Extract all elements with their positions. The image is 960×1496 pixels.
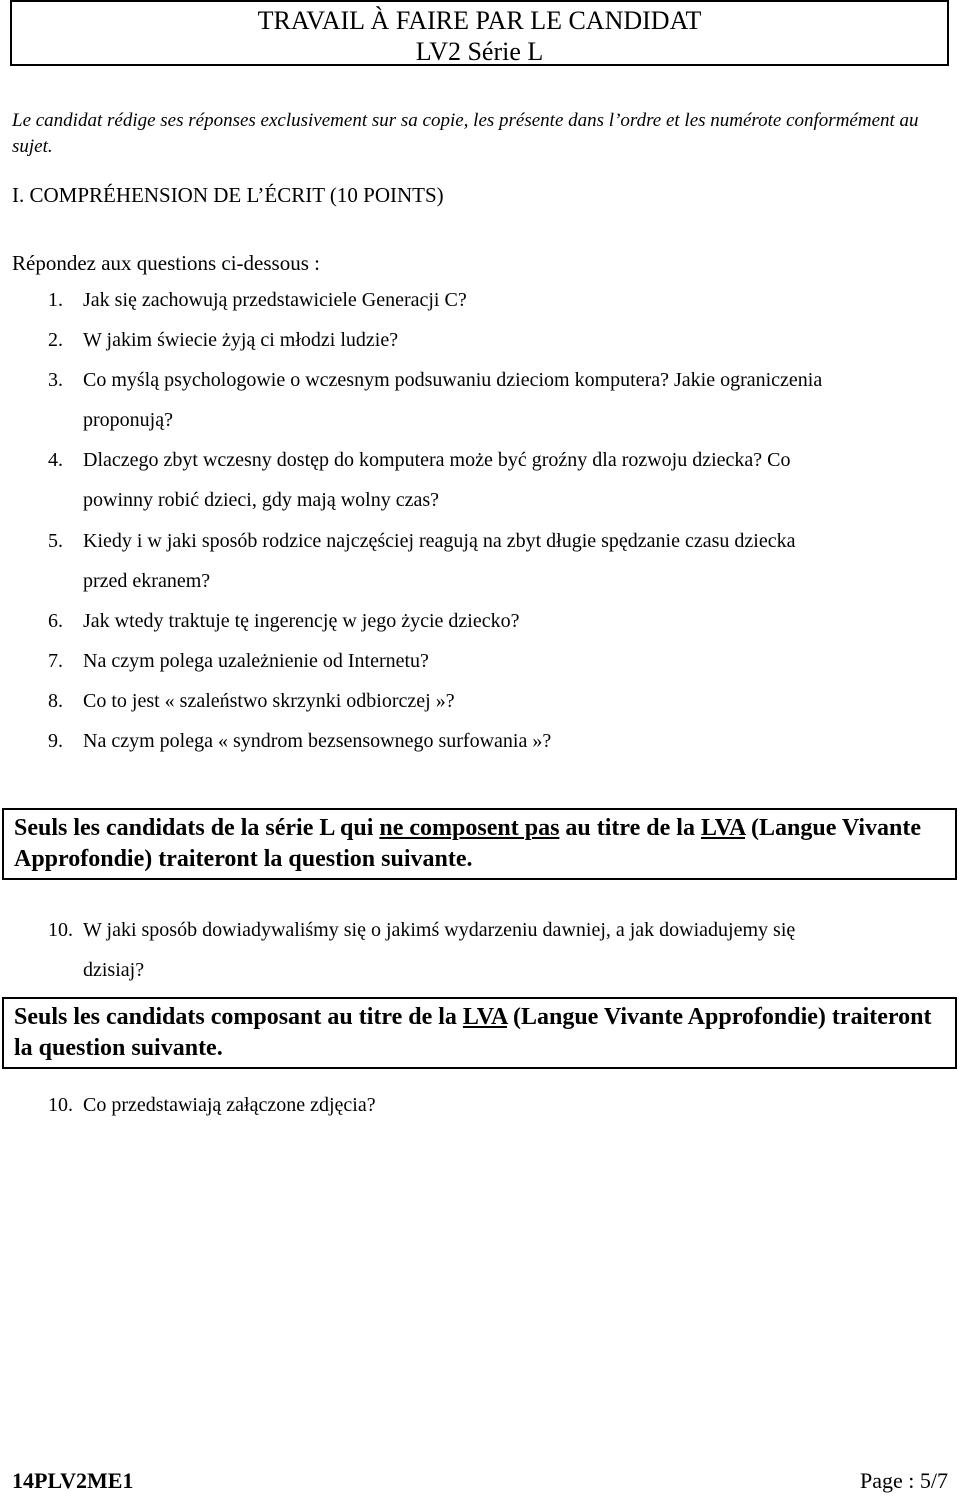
title-box — [10, 0, 949, 66]
page-title: TRAVAIL À FAIRE PAR LE CANDIDAT — [257, 6, 702, 35]
question-number: 2. — [48, 329, 63, 351]
question-text: Jak wtedy traktuje tę ingerencję w jego życie dziecko? — [83, 610, 520, 632]
question-text-continuation: dzisiaj? — [83, 959, 145, 981]
question-text-continuation: powinny robić dzieci, gdy mają wolny czas? — [83, 489, 439, 511]
section-instruction: Répondez aux questions ci-dessous : — [12, 251, 320, 275]
question-text: Jak się zachowują przedstawiciele Generacji C? — [83, 289, 467, 311]
question-number: 7. — [48, 650, 63, 672]
question-text: Na czym polega uzależnienie od Internetu? — [83, 650, 429, 672]
notice-emphasis: LVA — [462, 1004, 507, 1030]
document-code: 14PLV2ME1 — [12, 1468, 134, 1493]
page-subtitle: LV2 Série L — [415, 37, 544, 66]
question-text: W jakim świecie żyją ci młodzi ludzie? — [83, 329, 399, 351]
notice-emphasis: ne composent pas — [379, 815, 560, 841]
question-number: 10. — [48, 1094, 73, 1116]
question-item — [48, 440, 948, 520]
question-number: 4. — [48, 449, 63, 471]
notice-text: (Langue Vivante Approfondie) traiteront la question suivante. — [14, 1004, 932, 1061]
notice-text: Seuls les candidats composant au titre de la — [14, 1004, 463, 1030]
question-text: Co myślą psychologowie o wczesnym podsuwaniu dzieciom komputera? Jakie ograniczenia — [83, 369, 823, 391]
notice-text: (Langue Vivante Approfondie) traiteront la question suivante. — [14, 815, 922, 872]
question-text-continuation: proponują? — [83, 409, 173, 431]
question-item — [48, 641, 948, 681]
question-item — [48, 280, 948, 320]
question-text: Kiedy i w jaki sposób rodzice najczęściej reagują na zbyt długie spędzanie czasu dziecka — [83, 530, 796, 552]
question-item — [48, 721, 948, 761]
question-text: W jaki sposób dowiadywaliśmy się o jakimś wydarzeniu dawniej, a jak dowiadujemy się — [83, 919, 796, 941]
page-number: Page : 5/7 — [860, 1468, 948, 1493]
question-item — [48, 521, 948, 601]
question-text: Co to jest « szaleństwo skrzynki odbiorczej »? — [83, 690, 455, 712]
question-number: 9. — [48, 730, 63, 752]
question-number: 5. — [48, 530, 63, 552]
notice-text: Seuls les candidats de la série L qui — [14, 815, 380, 841]
question-item — [48, 1085, 948, 1125]
non-lva-notice-box — [2, 808, 957, 880]
question-number: 10. — [48, 919, 73, 941]
question-number: 8. — [48, 690, 63, 712]
question-text: Dlaczego zbyt wczesny dostęp do komputera może być groźny dla rozwoju dziecka? Co — [83, 449, 791, 471]
intro-instructions: Le candidat rédige ses réponses exclusivement sur sa copie, les présente dans l’ordre et les numérote conformément au sujet. — [12, 110, 919, 157]
question-item — [48, 910, 948, 990]
notice-text: au titre de la — [559, 815, 701, 841]
question-item — [48, 601, 948, 641]
question-number: 3. — [48, 369, 63, 391]
question-text-continuation: przed ekranem? — [83, 570, 211, 592]
question-text: Co przedstawiają załączone zdjęcia? — [83, 1094, 376, 1116]
question-number: 6. — [48, 610, 63, 632]
question-text: Na czym polega « syndrom bezsensownego surfowania »? — [83, 730, 552, 752]
question-item — [48, 360, 948, 440]
section-heading: I. COMPRÉHENSION DE L’ÉCRIT (10 POINTS) — [12, 183, 444, 207]
question-item — [48, 320, 948, 360]
question-number: 1. — [48, 289, 63, 311]
question-item — [48, 681, 948, 721]
lva-notice-box — [2, 997, 957, 1069]
notice-emphasis: LVA — [700, 815, 746, 841]
